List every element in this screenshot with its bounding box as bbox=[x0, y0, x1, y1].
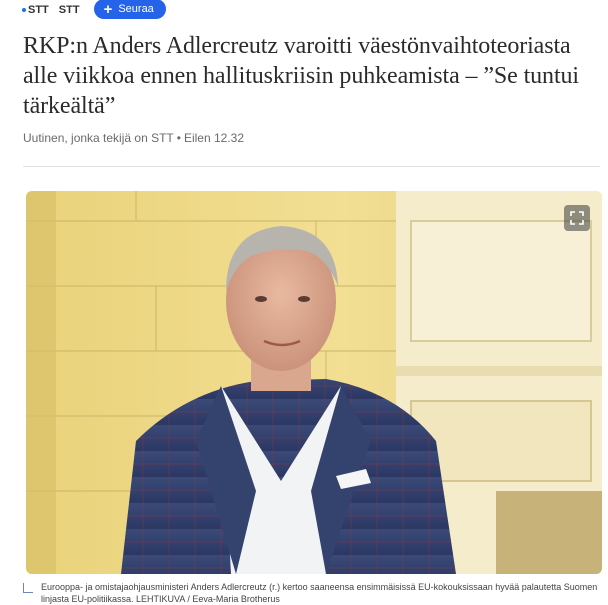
follow-label: Seuraa bbox=[118, 3, 154, 15]
expand-icon bbox=[570, 211, 584, 225]
byline bbox=[23, 131, 244, 145]
article-photo[interactable] bbox=[26, 191, 602, 574]
timestamp: Eilen 12.32 bbox=[183, 131, 244, 145]
source-logo[interactable]: STT bbox=[22, 4, 49, 16]
divider bbox=[23, 166, 600, 167]
caption-text: Eurooppa- ja omistajaohjausministeri Anders Adlercreutz (r.) kertoo saaneensa ensimmäisissä EU-kokouksissaan hyvää palautetta Suomen linjasta EU-politiikassa. LEHTIKUVA / Eeva-Maria Brotherus bbox=[41, 582, 598, 604]
article-headline: RKP:n Anders Adlercreutz varoitti väestönvaihtoteoriasta alle viikkoa ennen hallituskriisin puhkeamista – ”Se tuntui tärkeältä” bbox=[23, 33, 579, 119]
plus-icon: + bbox=[103, 0, 113, 18]
expand-button[interactable] bbox=[564, 205, 590, 231]
photo-illustration bbox=[26, 191, 602, 574]
byline-text[interactable]: Uutinen, jonka tekijä on STT bbox=[23, 131, 174, 145]
source-name[interactable]: STT bbox=[58, 4, 80, 16]
source-bar bbox=[22, 0, 166, 20]
photo-caption bbox=[23, 581, 598, 605]
caption-corner-icon bbox=[23, 583, 33, 593]
byline-separator: • bbox=[176, 131, 181, 145]
logo-dot bbox=[22, 8, 26, 12]
follow-button[interactable] bbox=[94, 0, 166, 19]
